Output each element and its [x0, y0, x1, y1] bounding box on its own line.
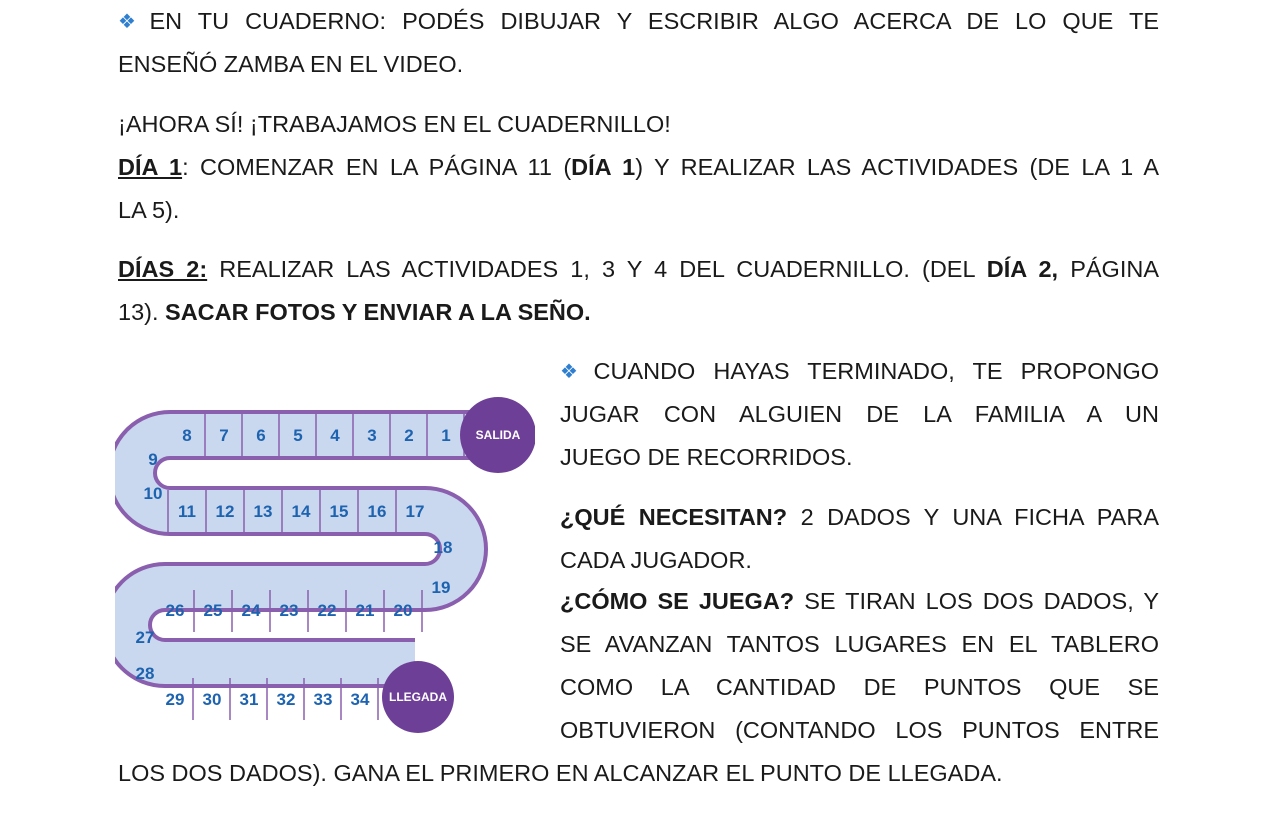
board-cell-number: 26: [165, 601, 185, 620]
board-cell-number: 33: [313, 690, 333, 709]
como-line-1: [560, 580, 1159, 623]
start-label: SALIDA: [475, 428, 521, 442]
board-cell-number: 1: [441, 426, 451, 445]
board-cell-number: 2: [404, 426, 414, 445]
board-cell-number: 27: [135, 628, 155, 647]
cuaderno-line-2: ENSEÑÓ ZAMBA EN EL VIDEO.: [118, 51, 464, 77]
dia1-bold: DÍA 1: [571, 154, 636, 180]
dia2-line-2: [118, 291, 591, 334]
board-cell-number: 7: [219, 426, 229, 445]
board-cell-number: 22: [317, 601, 337, 620]
board-cell-number: 3: [367, 426, 377, 445]
board-cell-number: 32: [276, 690, 296, 709]
como-line-3: COMO LA CANTIDAD DE PUNTOS QUE SE: [560, 674, 1159, 700]
board-cell-number: 8: [182, 426, 192, 445]
dia2-text-b: PÁGINA: [1058, 256, 1159, 282]
board-cell-number: 15: [329, 502, 349, 521]
board-cell-number: 19: [431, 578, 451, 597]
board-cell-number: 17: [405, 502, 425, 521]
game-intro-line-1: [560, 350, 1159, 394]
board-cell-number: 25: [203, 601, 223, 620]
cuaderno-line-1: [118, 0, 1159, 44]
game-intro-line-3: JUEGO DE RECORRIDOS.: [560, 444, 853, 470]
board-cell-number: 16: [367, 502, 387, 521]
board-cell-number: 28: [135, 664, 155, 683]
board-cell-number: 10: [143, 484, 163, 503]
como-line-5: LOS DOS DADOS). GANA EL PRIMERO EN ALCANZAR EL PUNTO DE LLEGADA.: [118, 760, 1003, 786]
dia1-line-1: [118, 146, 1159, 189]
board-cell-number: 11: [178, 502, 196, 521]
dia2-line2-bold: SACAR FOTOS Y ENVIAR A LA SEÑO.: [165, 299, 591, 325]
board-cell-number: 18: [433, 538, 453, 557]
necesitan-text: 2 DADOS Y UNA FICHA PARA: [787, 504, 1159, 530]
cuaderno-text: EN TU CUADERNO: PODÉS DIBUJAR Y ESCRIBIR ALGO ACERCA DE LO QUE TE: [149, 8, 1159, 34]
board-cell-number: 23: [279, 601, 299, 620]
board-cell-number: 12: [215, 502, 235, 521]
board-cell-number: 14: [291, 502, 311, 521]
dia2-bold: DÍA 2,: [986, 256, 1059, 282]
diamond-bullet-icon: ❖: [118, 11, 146, 33]
board-cell-number: 13: [253, 502, 273, 521]
board-cell-number: 20: [393, 601, 413, 620]
dia1-text-b: ) Y REALIZAR LAS ACTIVIDADES (DE LA 1 A: [635, 154, 1160, 180]
game-intro-line-2: JUGAR CON ALGUIEN DE LA FAMILIA A UN: [560, 401, 1159, 427]
dia1-text-a: : COMENZAR EN LA PÁGINA 11 (: [182, 154, 572, 180]
dia2-line-1: [118, 248, 1159, 291]
como-line-2: SE AVANZAN TANTOS LUGARES EN EL TABLERO: [560, 631, 1159, 657]
board-cell-number: 29: [165, 690, 185, 709]
dia2-label: DÍAS 2:: [118, 256, 208, 282]
ahora-si-heading: ¡AHORA SÍ! ¡TRABAJAMOS EN EL CUADERNILLO!: [118, 111, 671, 137]
end-label: LLEGADA: [389, 690, 447, 704]
dia2-text-a: REALIZAR LAS ACTIVIDADES 1, 3 Y 4 DEL CUADERNILLO. (DEL: [207, 256, 987, 282]
como-line-4: OBTUVIERON (CONTANDO LOS PUNTOS ENTRE: [560, 717, 1159, 743]
board-cell-number: 24: [241, 601, 261, 620]
game-intro-text-1: CUANDO HAYAS TERMINADO, TE PROPONGO: [593, 358, 1159, 384]
board-cell-number: 5: [293, 426, 303, 445]
dia1-line-2: LA 5).: [118, 197, 180, 223]
necesitan-label: ¿QUÉ NECESITAN?: [560, 504, 788, 530]
board-cell-number: 4: [330, 426, 340, 445]
board-cell-number: 30: [202, 690, 222, 709]
como-label: ¿CÓMO SE JUEGA?: [560, 588, 795, 614]
dia1-label: DÍA 1: [118, 154, 183, 180]
necesitan-line-1: [560, 496, 1159, 539]
diamond-bullet-icon: ❖: [560, 361, 590, 383]
como-text-1: SE TIRAN LOS DOS DADOS, Y: [794, 588, 1159, 614]
dia2-line2-text: 13).: [118, 299, 166, 325]
board-cell-number: 6: [256, 426, 266, 445]
necesitan-line-2: CADA JUGADOR.: [560, 547, 752, 573]
board-cell-number: 34: [350, 690, 370, 709]
board-cell-number: 21: [355, 601, 375, 620]
board-cell-number: 31: [239, 690, 259, 709]
board-game-illustration: [115, 385, 535, 745]
board-cell-number: 9: [148, 450, 158, 469]
